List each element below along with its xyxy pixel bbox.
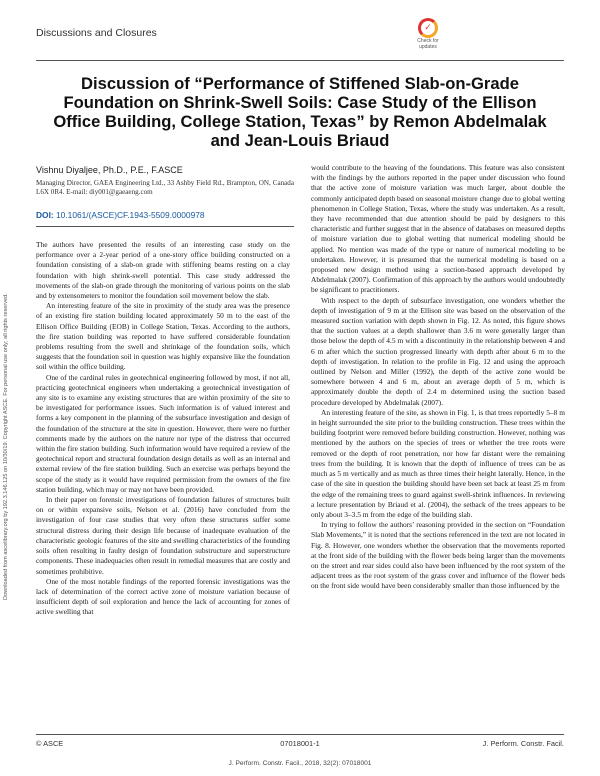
badge-line1: Check for [417,38,439,44]
section-label: Discussions and Closures [36,27,157,39]
doi-line[interactable] [36,210,205,220]
paragraph: One of the cardinal rules in geotechnical engineering followed by most, if not all, practicing geotechnical engineers when undertaking a geotechnical investigation of any site is to examine any existing structures that are within proximity of the site to be investigated for performance issues. Such information is of valued interest and forms a key component in the planning of the subsurface investigation and design of the foundation of the structure at the site in question. However, there were no further comments made by the authors on the nature nor type of the distress that occurred within the fire station building. Such information would have required a review of the geotechnical report and structural foundation design details as well as an internal and external review of the fire station building. Such an exercise was perhaps beyond the scope of the study as it would have required permission from the owners of the fire station building, which may or may not have been provided. [36,372,290,494]
download-sidebar [3,130,13,600]
badge-label [417,39,438,50]
doi-label: DOI: [36,210,54,220]
paragraph: In their paper on forensic investigations of foundation failures of structures built on or within expansive soils, Nelson et al. (2016) have concluded from the investigation of four case studies that very often these structures suffer some structural distress during their design life because of inadequate evaluation of the characteristic geologic features of the site and swelling characteristics of the founding soils often resulting in faulty design of foundation substructure and superstructure components. These inadequacies often result in remedial measures that are costly and sometimes prohibitive. [36,495,290,576]
badge-line2: updates [419,43,437,50]
right-column [311,163,565,592]
footer-copyright: © ASCE [36,739,64,748]
author-affiliation: Managing Director, GAEA Engineering Ltd., 33 Ashby Field Rd., Brampton, ON, Canada L6X 0R4. E-mail: diy001@gaeaeng.com [36,179,294,197]
check-for-updates-badge[interactable] [408,14,448,54]
left-column [36,240,290,618]
doi-link[interactable]: 10.1061/(ASCE)CF.1943-5509.0000978 [56,210,205,220]
article-title: Discussion of “Performance of Stiffened Slab-on-Grade Foundation on Shrink-Swell Soils: Case Study of the Ellison Office Building, College Station, Texas” by Remon Abdelmalak and Jean-Louis Briaud [53,74,547,150]
paragraph: would contribute to the heaving of the foundations. This feature was also consistent with the findings by the authors reported in the paper under discussion who found that the active zone of moisture variation was much larger, about double the commonly anticipated depth based on seasonal moisture change due to global wetting phenomenon in College Station, Texas, where the study was undertaken. As a result, they have recommended that due attention should be paid by designers to this characteristic and further suggest that in the absence of databases on measured depths of moisture variation due to global wetting that numerical modeling should be applied. No mention was made of the type or nature of numerical modeling to be undertaken. However, it is presumed that the numerical modeling is based on a proposed new design method using a suction-based approach developed by Abdelmalak (2007). Confirmation of this approach by the authors would undoubtedly be significant to practitioners. [311,163,565,295]
paragraph: One of the most notable findings of the reported forensic investigations was the lack of determination of the correct active zone of moisture variation because of insufficient depth of soil exploration and hence the lack of accounting for zones of active swelling that [36,576,290,617]
footer-journal: J. Perform. Constr. Facil. [482,739,564,748]
check-updates-icon: ✓ [418,18,438,38]
footer-rule [36,734,564,735]
paragraph: The authors have presented the results of an interesting case study on the performance over a 2-year period of a one-story office building constructed on a foundation consisting of a slab-on grade with stiffening beams resting on a clay foundation with high shrink-swell potential. This case study addressed the movements of the slab-on grade through the monitoring of various points on the slab and by extensometers to monitor the foundation soil movement below the slab. [36,240,290,301]
footer-citation: J. Perform. Constr. Facil., 2018, 32(2): 07018001 [228,760,372,767]
author-name: Vishnu Diyaljee, Ph.D., P.E., F.ASCE [36,165,183,175]
doi-rule [36,226,294,227]
footer-page-id: 07018001-1 [280,739,320,748]
paragraph: An interesting feature of the site, as shown in Fig. 1, is that trees reportedly 5–8 m in height surrounded the site prior to the building construction. These trees within the building footprint were removed before building construction. However, nothing was mentioned by the authors on the species of trees or whether the tree roots were removed or the depth of root penetration, nor how far distant were the remaining trees from the building. It is known that the depth of influence of trees can be as much as 5 m vertically and as much as three times their height laterally. Hence, in the case of the site in question the building should have been set back at least 25 m from the edge of the remaining trees to guard against swell-shrink influences. In reviewing a lecture presentation by Briaud et al. (2004), the setback of the trees appears to be only about 3–3.5 m from the edge of the building slab. [311,407,565,519]
header-rule [36,60,564,61]
paragraph: An interesting feature of the site in proximity of the study area was the presence of an existing fire station building located approximately 50 m to the east of the Ellison Office Building (EOB) in College Station, Texas. According to the authors, the fire station building was reported to have suffered considerable foundation problems resulting from the swell and shrinkage of the foundation soils, which suggests that the foundation soil in question was highly expansive like the foundation soil within the office building. [36,301,290,372]
download-note: Downloaded from ascelibrary.org by 192.3.146.125 on 10/30/19. Copyright ASCE. For personal use only; all rights reserved. [3,293,9,600]
paragraph: In trying to follow the authors’ reasoning provided in the section on “Foundation Slab Movements,” it is noted that the sections referenced in the text are not located in Fig. 8. However, one wonders whether the observation that the movements reported at the front side of the building with the flower beds being larger than the movements on the street and rear sides could also have been influenced by the root system of the adjacent trees as the root system of the grass cover and influence of the flower beds on the front side would have been considerably smaller than those influenced by the [311,520,565,591]
paragraph: With respect to the depth of subsurface investigation, one wonders whether the depth of investigation of 9 m at the Ellison site was based on the observation of the measured suction variation with depth shown in Fig. 12. As noted, this figure shows that the suction values at a depth shallower than 3.6 m were generally larger than those below the depth of 4.5 m with a discontinuity in the relationship between 4 and 6 m after which the suction progressed linearly with depth after about 6 m to the depth of investigation. In relation to the profile in Fig. 12 and using the approach outlined by Nelson and Miller (1992), the depth of the active zone would be somewhere between 4 and 6 m, about an average depth of 5 m, which is approximately double the depth of 2.4 m determined using the suction based procedure developed by Abdelmalak (2007). [311,295,565,407]
